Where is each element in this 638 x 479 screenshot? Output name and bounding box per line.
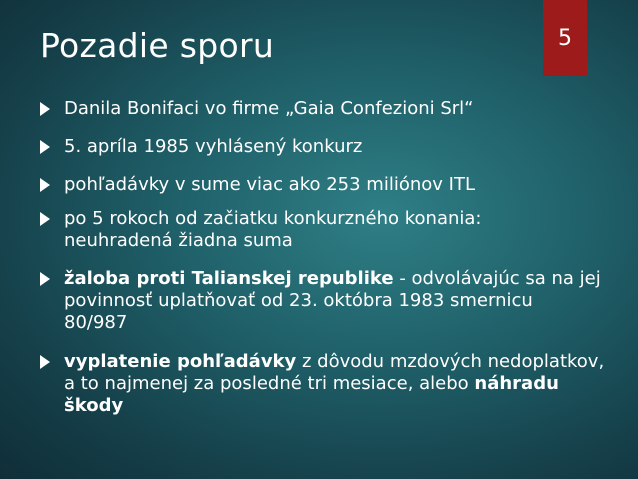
- bullet-line: a to najmenej za posledné tri mesiace, alebo: [64, 373, 475, 394]
- bullet-bold-text: škody: [64, 395, 124, 416]
- bullet-line: povinnosť uplatňovať od 23. októbra 1983 smernicu: [64, 290, 533, 311]
- bullet-line: z dôvodu mzdových nedoplatkov,: [296, 351, 605, 372]
- bullet-text: Danila Bonifaci vo firme „Gaia Confezioni Srl“: [64, 98, 474, 119]
- bullet-line: 80/987: [64, 312, 128, 333]
- bullet-text: [64, 268, 624, 334]
- bullet-line: neuhradená žiadna suma: [64, 230, 293, 251]
- bullet-arrow-icon: [40, 140, 50, 154]
- bullet-text: [64, 208, 624, 252]
- bullet-bold-text: náhradu: [474, 373, 559, 394]
- slide-title: Pozadie sporu: [40, 26, 275, 65]
- bullet-line: po 5 rokoch od začiatku konkurzného konania:: [64, 208, 482, 229]
- bullet-bold-text: vyplatenie pohľadávky: [64, 351, 297, 372]
- bullet-item: [40, 174, 624, 196]
- bullet-arrow-icon: [40, 272, 50, 286]
- bullet-item: [40, 208, 624, 252]
- bullet-arrow-icon: [40, 212, 50, 226]
- bullet-text: 5. apríla 1985 vyhlásený konkurz: [64, 136, 363, 157]
- bullet-item: [40, 268, 624, 334]
- bullet-arrow-icon: [40, 355, 50, 369]
- bullet-bold-text: žaloba proti Talianskej republike: [64, 268, 394, 289]
- bullet-item: [40, 136, 624, 158]
- bullet-arrow-icon: [40, 102, 50, 116]
- bullet-text: pohľadávky v sume viac ako 253 miliónov ITL: [64, 174, 475, 195]
- bullet-item: [40, 98, 624, 120]
- page-number-badge: 5: [543, 0, 587, 76]
- bullet-item: [40, 351, 624, 417]
- bullet-text: [64, 351, 624, 417]
- bullet-line: - odvolávajúc sa na jej: [393, 268, 601, 289]
- bullet-arrow-icon: [40, 178, 50, 192]
